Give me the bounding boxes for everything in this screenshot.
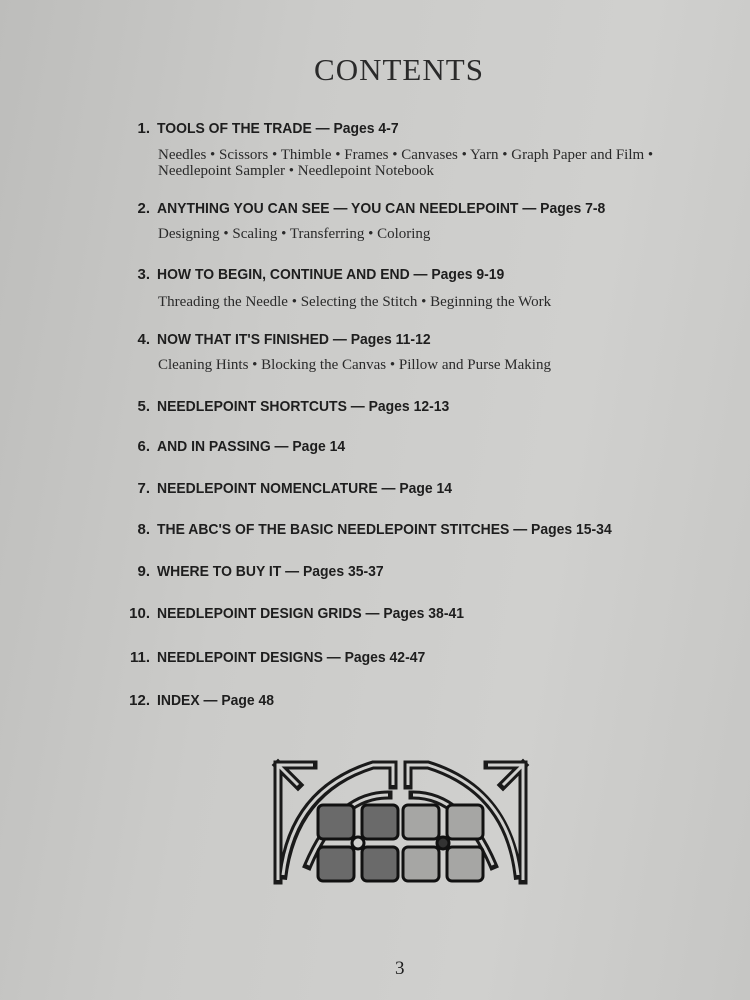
entry-number: 4. — [137, 331, 150, 348]
entry-heading: HOW TO BEGIN, CONTINUE AND END — Pages 9-19 — [157, 266, 505, 283]
entry-number: 3. — [137, 266, 150, 283]
entry-heading: AND IN PASSING — Page 14 — [157, 438, 346, 455]
page-title: CONTENTS — [314, 52, 484, 87]
entry-number: 10. — [129, 605, 150, 622]
entry-number: 2. — [137, 200, 150, 217]
entry-subtopics: Designing • Scaling • Transferring • Coloring — [158, 226, 431, 242]
entry-number: 7. — [137, 480, 150, 497]
entry-heading: NOW THAT IT'S FINISHED — Pages 11-12 — [157, 331, 431, 348]
entry-heading: NEEDLEPOINT SHORTCUTS — Pages 12-13 — [157, 398, 450, 415]
entry-heading: NEEDLEPOINT DESIGNS — Pages 42-47 — [157, 649, 426, 666]
entry-heading: INDEX — Page 48 — [157, 692, 275, 709]
entry-number: 11. — [129, 649, 150, 666]
entry-heading: ANYTHING YOU CAN SEE — YOU CAN NEEDLEPOINT — Pages 7-8 — [157, 200, 606, 217]
entry-heading: NEEDLEPOINT DESIGN GRIDS — Pages 38-41 — [157, 605, 464, 622]
entry-number: 8. — [137, 521, 150, 538]
entry-number: 1. — [137, 120, 150, 137]
entry-subtopics: Needles • Scissors • Thimble • Frames • Canvases • Yarn • Graph Paper and Film • Needlepoint Sampler • Needlepoint Notebook — [158, 147, 654, 179]
entry-heading: TOOLS OF THE TRADE — Pages 4-7 — [157, 120, 399, 137]
decorative-ornament — [268, 755, 533, 885]
entry-number: 6. — [137, 438, 150, 455]
entry-heading: NEEDLEPOINT NOMENCLATURE — Page 14 — [157, 480, 453, 497]
entry-number: 12. — [129, 692, 150, 709]
page-number: 3 — [395, 958, 405, 979]
entry-subtopics: Cleaning Hints • Blocking the Canvas • Pillow and Purse Making — [158, 357, 551, 373]
entry-number: 5. — [137, 398, 150, 415]
entry-heading: WHERE TO BUY IT — Pages 35-37 — [157, 563, 384, 580]
entry-number: 9. — [137, 563, 150, 580]
entry-subtopics: Threading the Needle • Selecting the Stitch • Beginning the Work — [158, 294, 552, 310]
entry-heading: THE ABC'S OF THE BASIC NEEDLEPOINT STITCHES — Pages 15-34 — [157, 521, 612, 538]
